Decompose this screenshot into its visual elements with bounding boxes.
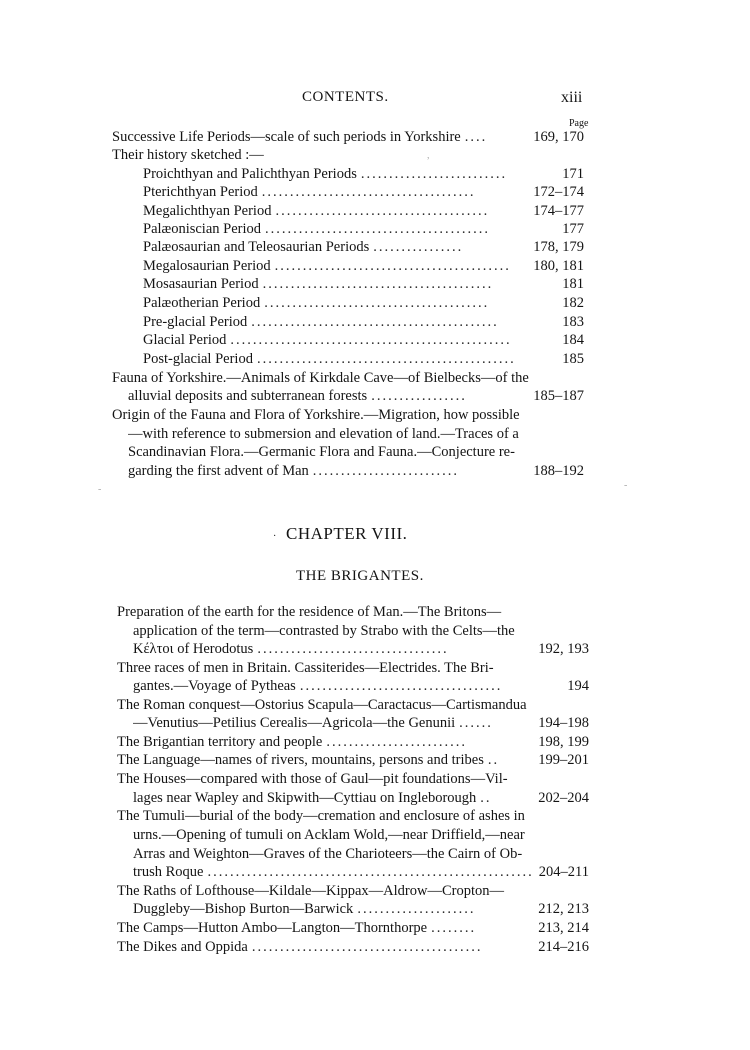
chapter-heading: CHAPTER VIII. — [286, 524, 408, 543]
contents-entry: Κέλτοι of Herodotus .................................. 192, 193 — [133, 641, 589, 657]
contents-entry: The Brigantian territory and people ......................... 198, 199 — [117, 734, 589, 750]
contents-entry: Pre-glacial Period ............................................ 183 — [143, 314, 584, 330]
contents-entry: Palæosaurian and Teleosaurian Periods ................ 178, 179 — [143, 239, 584, 255]
chapter-marker: · — [273, 531, 277, 542]
contents-entry: The Roman conquest—Ostorius Scapula—Caractacus—Cartismandua — [117, 697, 527, 713]
running-head — [0, 89, 750, 111]
contents-entry: alluvial deposits and subterranean forests ................. 185–187 — [128, 388, 584, 404]
contents-entry: Duggleby—Bishop Burton—Barwick ..................... 212, 213 — [133, 901, 589, 917]
contents-entry: The Tumuli—burial of the body—cremation and enclosure of ashes in — [117, 808, 525, 824]
contents-entry: Megalichthyan Period ...................................... 174–177 — [143, 203, 584, 219]
page-title: CONTENTS. — [302, 89, 389, 105]
contents-entry: Proichthyan and Palichthyan Periods .......................... 171 — [143, 166, 584, 182]
contents-entry: The Language—names of rivers, mountains, persons and tribes .. 199–201 — [117, 752, 589, 768]
contents-entry: Three races of men in Britain. Cassiterides—Electrides. The Bri- — [117, 660, 494, 676]
contents-entry: The Dikes and Oppida ......................................... 214–216 — [117, 939, 589, 955]
contents-entry: Palæotherian Period ........................................ 182 — [143, 295, 584, 311]
contents-entry: Megalosaurian Period .......................................... 180, 181 — [143, 258, 584, 274]
print-speck: - — [624, 480, 628, 491]
print-speck: , — [427, 150, 430, 161]
contents-entry: Their history sketched :— — [112, 147, 264, 163]
contents-entry: Scandinavian Flora.—Germanic Flora and Fauna.—Conjecture re- — [128, 444, 515, 460]
contents-entry: Glacial Period .................................................. 184 — [143, 332, 584, 348]
contents-entry: lages near Wapley and Skipwith—Cyttiau on Ingleborough .. 202–204 — [133, 790, 589, 806]
contents-entry: Origin of the Fauna and Flora of Yorkshire.—Migration, how possible — [112, 407, 520, 423]
contents-entry: Successive Life Periods—scale of such periods in Yorkshire .... 169, 170 — [112, 129, 584, 145]
contents-entry: Mosasaurian Period ......................................... 181 — [143, 276, 584, 292]
contents-entry: —with reference to submersion and elevation of land.—Traces of a — [128, 426, 519, 442]
contents-entry: urns.—Opening of tumuli on Acklam Wold,—near Driffield,—near — [133, 827, 525, 843]
contents-entry: Palæoniscian Period ........................................ 177 — [143, 221, 584, 237]
contents-entry: Fauna of Yorkshire.—Animals of Kirkdale Cave—of Bielbecks—of the — [112, 370, 529, 386]
contents-entry: The Camps—Hutton Ambo—Langton—Thornthorpe ........ 213, 214 — [117, 920, 589, 936]
chapter-subtitle: THE BRIGANTES. — [296, 568, 424, 584]
page-number: xiii — [561, 89, 583, 106]
contents-entry: Arras and Weighton—Graves of the Charioteers—the Cairn of Ob- — [133, 846, 523, 862]
contents-entry: The Raths of Lofthouse—Kildale—Kippax—Aldrow—Cropton— — [117, 883, 505, 899]
contents-entry: Pterichthyan Period ...................................... 172–174 — [143, 184, 584, 200]
contents-entry: trush Roque .......................................................... 204–211 — [133, 864, 589, 880]
contents-entry: garding the first advent of Man .......................... 188–192 — [128, 463, 584, 479]
contents-entry: The Houses—compared with those of Gaul—pit foundations—Vil- — [117, 771, 508, 787]
contents-entry: —Venutius—Petilius Cerealis—Agricola—the Genunii ...... 194–198 — [133, 715, 589, 731]
page-column-label: Page — [569, 118, 589, 129]
contents-entry: application of the term—contrasted by Strabo with the Celts—the — [133, 623, 515, 639]
contents-entry: Preparation of the earth for the residence of Man.—The Britons— — [117, 604, 502, 620]
contents-entry: Post-glacial Period .............................................. 185 — [143, 351, 584, 367]
contents-entry: gantes.—Voyage of Pytheas .................................... 194 — [133, 678, 589, 694]
print-speck: - — [98, 484, 102, 495]
